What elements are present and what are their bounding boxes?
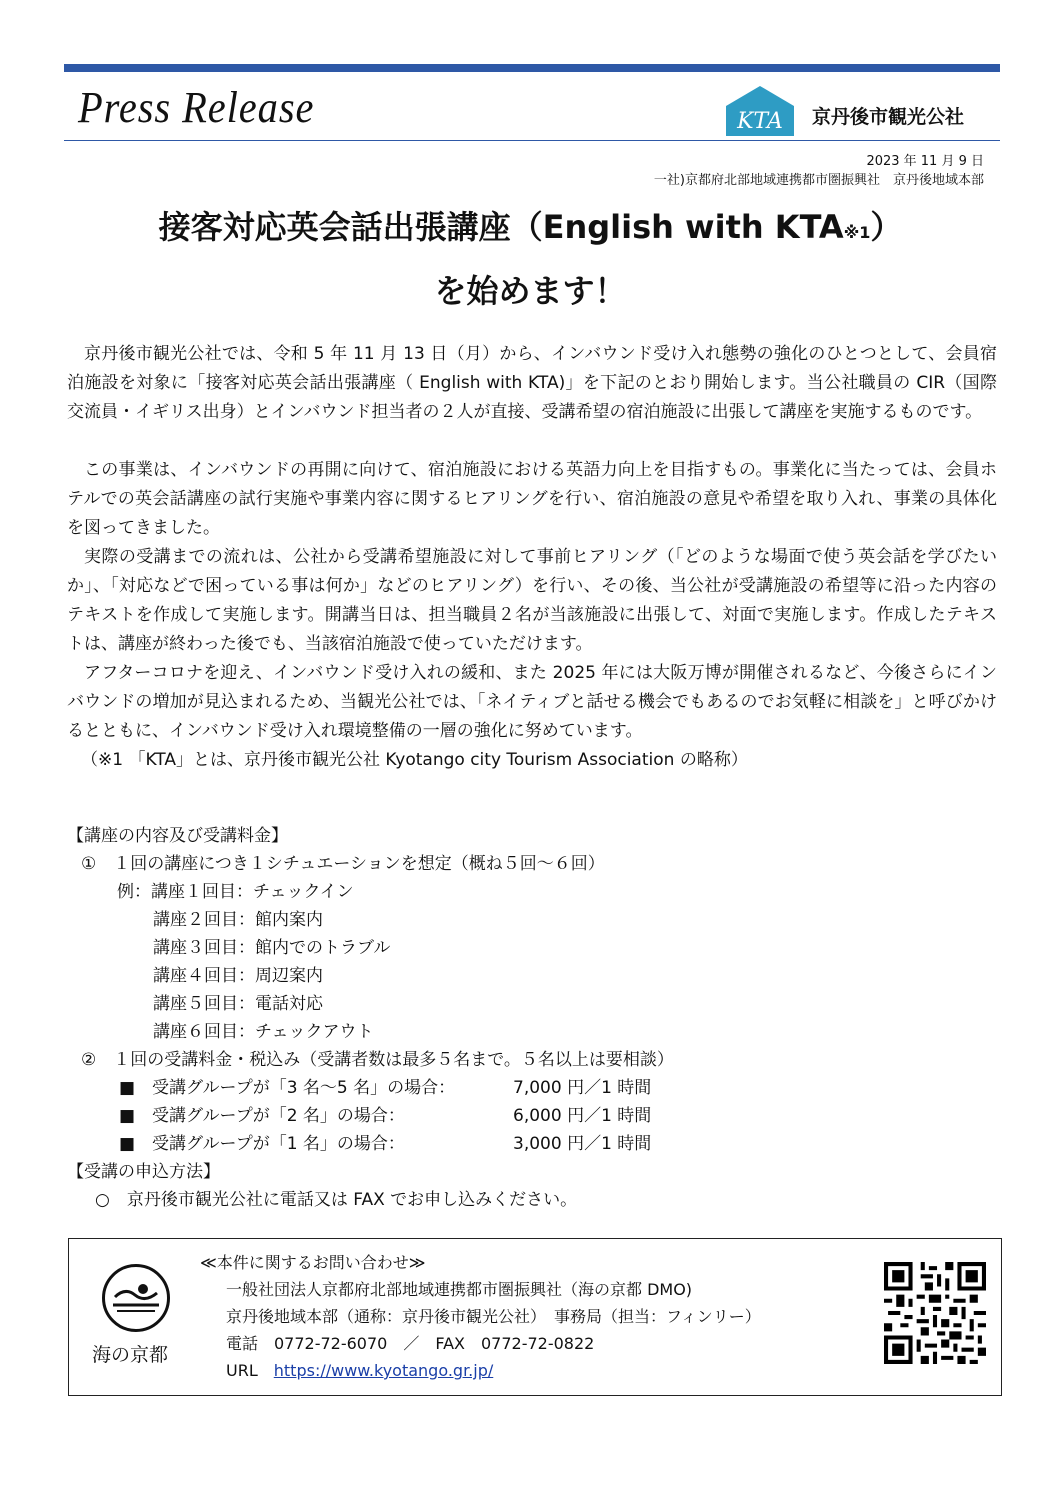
example-item: 講座６回目：チェックアウト [153, 1022, 374, 1042]
paragraph-4: アフターコロナを迎え、インバウンド受け入れの緩和、また 2025 年には大阪万博が開催されるなど、今後さらにインバウンドの増加が見込まれるため、当観光公社では、「ネイティブと話せる機会でもあるのでお気軽に相談を」と呼びかけるとともに、インバウンド受け入れ環境整備の一層の強化に努めています。 [67, 663, 997, 741]
course-heading: 【講座の内容及び受講料金】 [67, 826, 288, 846]
headline-line2: を始めます！ [434, 272, 627, 310]
kta-logo-icon [724, 84, 796, 138]
course-section [67, 822, 997, 1214]
course-item-2: ② １回の受講料金・税込み（受講者数は最多５名まで。５名以上は要相談） [81, 1050, 674, 1070]
release-date: 2023 年 11 月 9 日 [866, 154, 984, 169]
headline-close: ） [870, 208, 903, 246]
fee-row [67, 1074, 997, 1102]
wave-icon [105, 1267, 167, 1329]
header-accent-bar [64, 64, 1000, 72]
issuer: 一社)京都府北部地域連携都市圏振興社 京丹後地域本部 [653, 173, 984, 188]
example-label: 例： [117, 882, 151, 902]
fee-row [67, 1130, 997, 1158]
paragraph-3: 実際の受講までの流れは、公社から受講希望施設に対して事前ヒアリング（「どのような場面で使う英会話を学びたいか」、「対応などで困っている事は何か」などのヒアリング）を行い、その後、当公社が受講施設の希望等に沿った内容のテキストを作成して実施します。開講当日は、担当職員２名が当該施設に出張して、対面で実施します。作成したテキストは、講座が終わった後でも、当該宿泊施設で使っていただけます。 [67, 547, 997, 654]
contact-title: ≪本件に関するお問い合わせ≫ [200, 1253, 426, 1272]
contact-office: 京丹後地域本部（通称：京丹後市観光公社） 事務局（担当：フィンリー） [226, 1307, 761, 1326]
svg-text:KTA: KTA [737, 109, 783, 134]
fee-row [67, 1102, 997, 1130]
fee-label: ■ 受講グループが「2 名」の場合： [119, 1106, 405, 1126]
umi-no-kyoto-logo-icon [102, 1264, 170, 1332]
url-label: URL [226, 1361, 258, 1380]
example-item: 講座２回目：館内案内 [153, 910, 323, 930]
example-item: 講座１回目：チェックイン [151, 882, 354, 902]
umi-no-kyoto-text: 海の京都 [92, 1344, 169, 1366]
fee-price: 7,000 円／1 時間 [513, 1078, 652, 1098]
headline-line1 [0, 202, 1061, 248]
headline-main: 接客対応英会話出張講座（English with KTA [158, 208, 844, 246]
contact-org: 一般社団法人京都府北部地域連携都市圏振興社（海の京都 DMO) [226, 1280, 693, 1299]
example-item: 講座３回目：館内でのトラブル [153, 938, 391, 958]
footnote: （※1 「KTA」とは、京丹後市観光公社 Kyotango city Tourism Association の略称） [81, 750, 748, 770]
org-name: 京丹後市観光公社 [812, 106, 965, 128]
headline-note: ※1 [843, 223, 871, 242]
fee-label: ■ 受講グループが「3 名～5 名」の場合： [119, 1078, 456, 1098]
qr-code-icon[interactable] [884, 1262, 986, 1364]
apply-item: ○ 京丹後市観光公社に電話又は FAX でお申し込みください。 [95, 1190, 578, 1210]
press-release-title: Press Release [78, 83, 315, 132]
paragraph-1: 京丹後市観光公社では、令和 5 年 11 月 13 日（月）から、インバウンド受け入れ態勢の強化のひとつとして、会員宿泊施設を対象に「接客対応英会話出張講座（ English with KTA)」を下記のとおり開始します。当公社職員の CIR（国際交流員・イギリス出身）とインバウンド担当者の２人が直接、受講希望の宿泊施設に出張して講座を実施するものです。 [67, 344, 997, 422]
apply-heading: 【受講の申込方法】 [67, 1162, 220, 1182]
contact-url-row [226, 1358, 493, 1381]
website-link[interactable]: https://www.kyotango.gr.jp/ [273, 1361, 494, 1380]
paragraph-2: この事業は、インバウンドの再開に向けて、宿泊施設における英語力向上を目指すもの。事業化に当たっては、会員ホテルでの英会話講座の試行実施や事業内容に関するヒアリングを行い、宿泊施設の意見や希望を取り入れ、事業の具体化を図ってきました。 [67, 460, 997, 538]
header-rule [64, 140, 1000, 141]
fee-price: 3,000 円／1 時間 [513, 1134, 652, 1154]
example-item: 講座４回目：周辺案内 [153, 966, 323, 986]
contact-phone: 電話 0772-72-6070 ／ FAX 0772-72-0822 [226, 1334, 595, 1353]
course-item-1: ① １回の講座につき１シチュエーションを想定（概ね５回～６回） [81, 854, 605, 874]
example-row-1 [67, 878, 997, 906]
example-item: 講座５回目：電話対応 [153, 994, 323, 1014]
fee-label: ■ 受講グループが「1 名」の場合： [119, 1134, 405, 1154]
body-text [67, 340, 997, 775]
fee-price: 6,000 円／1 時間 [513, 1106, 652, 1126]
